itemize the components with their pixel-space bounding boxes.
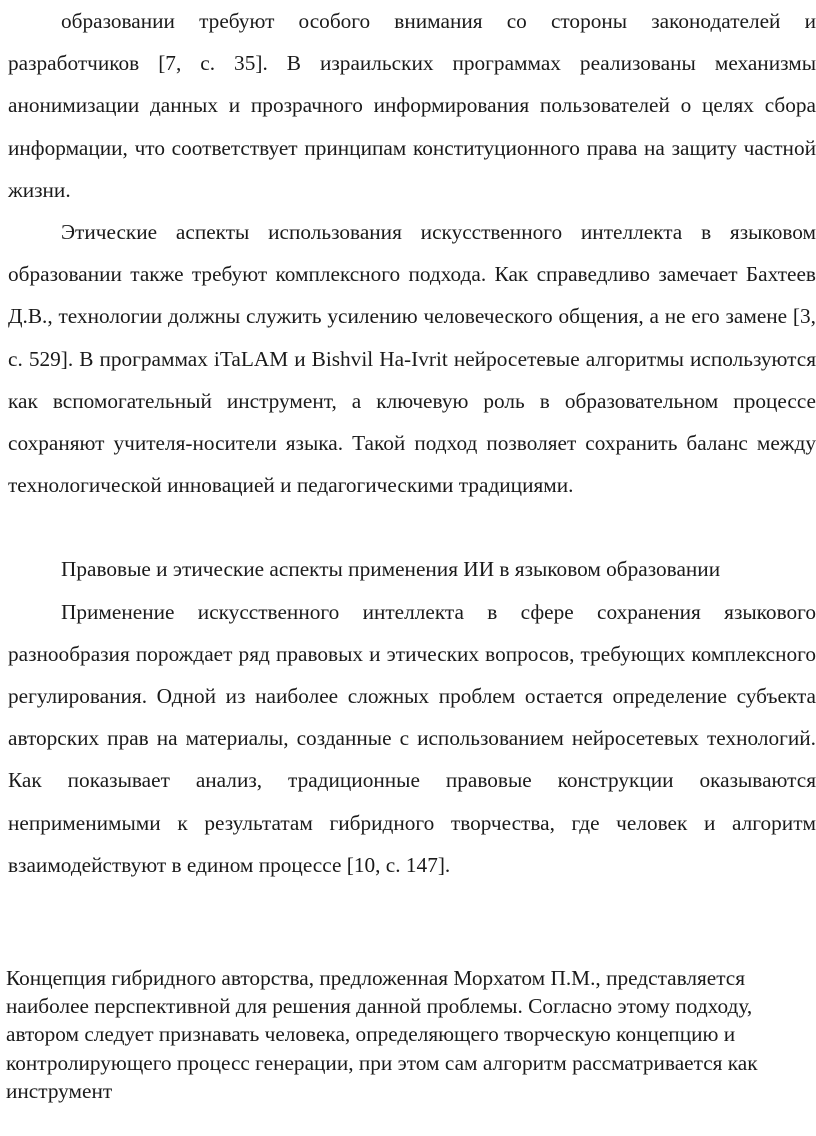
paragraph-1: образовании требуют особого внимания со стороны законодателей и разработчиков [7, с. 35]. В израильских программах реализованы механизмы анонимизации данных и прозрачного информирования пользователей о целях сбора информации, что соответствует принципам конституционного права на защиту частной жизни. [8, 9, 816, 202]
document-body [8, 0, 816, 886]
section-heading: Правовые и этические аспекты применения ИИ в языковом образовании [61, 557, 721, 582]
paragraph-2: Этические аспекты использования искусственного интеллекта в языковом образовании также требуют комплексного подхода. Как справедливо замечает Бахтеев Д.В., технологии должны служить усилению человеческого общения, а не его замене [3, с. 529]. В программах iTaLAM и Bishvil Ha-Ivrit нейросетевые алгоритмы используются как вспомогательный инструмент, а ключевую роль в образовательном процессе сохраняют учителя-носители языка. Такой подход позволяет сохранить баланс между технологической инновацией и педагогическими традициями. [8, 220, 816, 498]
tail-paragraph: Концепция гибридного авторства, предложенная Морхатом П.М., представляется наиболее перспективной для решения данной проблемы. Согласно этому подходу, автором следует признавать человека, определяющего творческую концепцию и контролирующего процесс генерации, при этом сам алгоритм рассматривается как инструмент [6, 966, 758, 1103]
tail-block [6, 964, 806, 1105]
section-paragraph: Применение искусственного интеллекта в сфере сохранения языкового разнообразия порождает ряд правовых и этических вопросов, требующих комплексного регулирования. Одной из наиболее сложных проблем остается определение субъекта авторских прав на материалы, созданные с использованием нейросетевых технологий. Как показывает анализ, традиционные правовые конструкции оказываются неприменимыми к результатам гибридного творчества, где человек и алгоритм взаимодействуют в едином процессе [10, с. 147]. [8, 599, 816, 877]
paragraph-gap [8, 506, 816, 548]
